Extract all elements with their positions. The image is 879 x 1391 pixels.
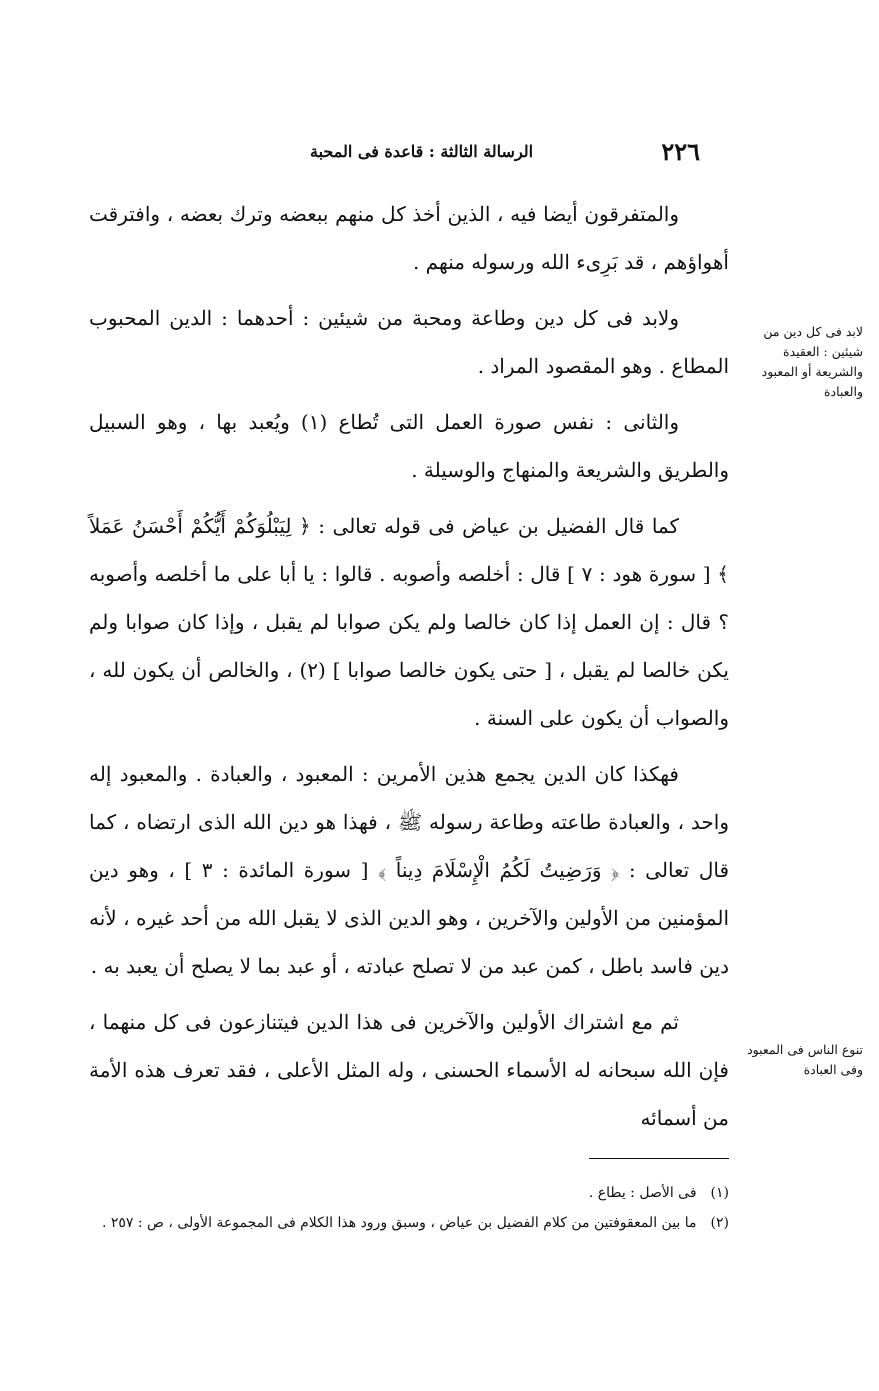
paragraph: فهكذا كان الدين يجمع هذين الأمرين : المعبود ، والعبادة . والمعبود إله واحد ، والعبادة طاعته وطاعة رسوله ﷺ ، فهذا هو دين الله الذى ارتضاه ، كما قال تعالى : ﴿ وَرَضِيتُ لَكُمُ الْإِسْلَامَ دِيناً ﴾ [ سورة المائدة : ٣ ] ، وهو دين المؤمنين من الأولين والآخرين ، وهو الدين الذى لا يقبل الله من أحد غيره ، لأنه دين فاسد باطل ، كمن عبد من لا تصلح عبادته ، أو عبد بما لا يصلح أن يعبد به . xyxy=(89,762,730,978)
paragraph: ولابد فى كل دين وطاعة ومحبة من شيئين : أحدهما : الدين المحبوب المطاع . وهو المقصود المراد . xyxy=(89,306,729,378)
paragraph: كما قال الفضيل بن عياض فى قوله تعالى : ﴿ لِيَبْلُوَكُمْ أَيُّكُمْ أَحْسَنُ عَمَلاً ﴾ [ سورة هود : ٧ ] قال : أخلصه وأصوبه . قالوا : يا أبا على ما أخلصه وأصوبه ؟ قال : إن العمل إذا كان خالصا ولم يكن صوابا لم يقبل ، وإذا كان صوابا ولم يكن خالصا لم يقبل ، [ حتى يكون خالصا صوابا ] (٢) ، والخالص أن يكون لله ، والصواب أن يكون على السنة . xyxy=(89,514,730,730)
footnote xyxy=(89,1178,729,1208)
footnotes xyxy=(89,1178,729,1238)
margin-note: تنوع الناس فى المعبود وفى العبادة xyxy=(747,1042,863,1077)
footnote-marker: (١) xyxy=(710,1185,729,1201)
paragraph: والثانى : نفس صورة العمل التى تُطاع (١) ويُعبد بها ، وهو السبيل والطريق والشريعة والمنهاج والوسيلة . xyxy=(89,410,729,482)
footnote-text: فى الأصل : يطاع . xyxy=(588,1185,697,1201)
running-title: الرسالة الثالثة : قاعدة فى المحبة xyxy=(310,141,534,161)
footnote-text: ما بين المعقوفتين من كلام الفضيل بن عياض ، وسبق ورود هذا الكلام فى المجموعة الأولى ، ص : ٢٥٧ . xyxy=(101,1215,697,1231)
footnote-marker: (٢) xyxy=(710,1215,729,1231)
paragraph: ثم مع اشتراك الأولين والآخرين فى هذا الدين فيتنازعون فى كل منهما ، فإن الله سبحانه له الأسماء الحسنى ، وله المثل الأعلى ، فقد تعرف هذه الأمة من أسمائه xyxy=(89,1010,729,1130)
page-number: ٢٢٦ xyxy=(661,136,700,166)
footnote xyxy=(89,1208,729,1238)
main-text xyxy=(89,190,729,1150)
footnote-separator xyxy=(589,1158,729,1159)
paragraph: والمتفرقون أيضا فيه ، الذين أخذ كل منهم ببعضه وترك بعضه ، وافترقت أهواؤهم ، قد بَرِىء الله ورسوله منهم . xyxy=(89,202,729,274)
margin-note: لابد فى كل دين من شيئين : العقيدة والشريعة أو المعبود والعبادة xyxy=(761,324,863,399)
page-header xyxy=(310,134,700,168)
